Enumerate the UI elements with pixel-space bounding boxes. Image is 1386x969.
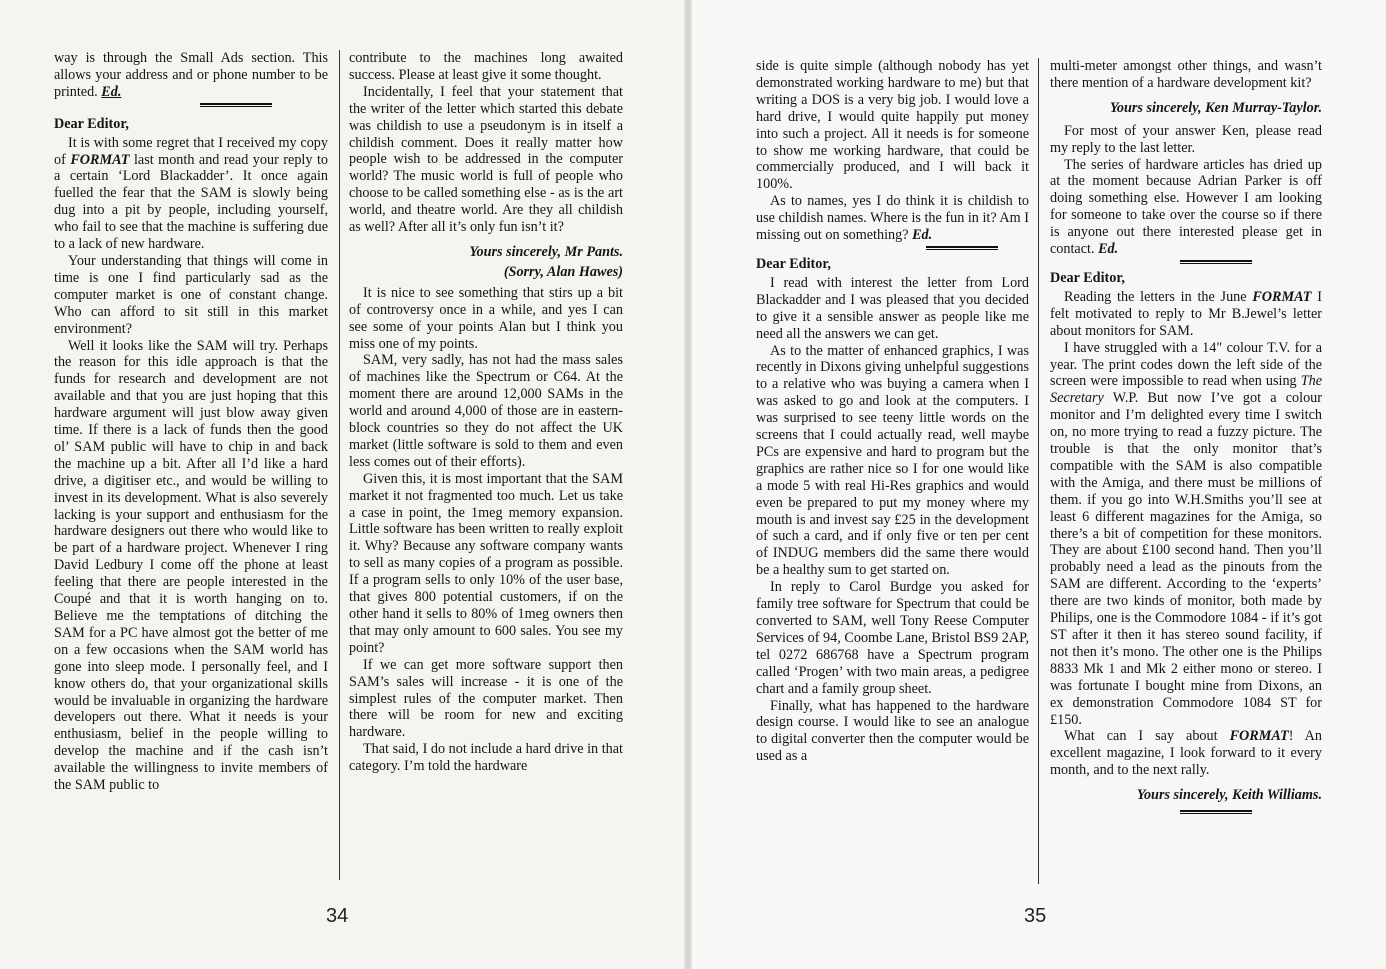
paragraph: contribute to the machines long awaited success. Please at least give it some thought.: [349, 50, 623, 83]
salutation: Dear Editor,: [1050, 269, 1125, 286]
right-page-column-2: [1050, 58, 1322, 820]
letter-signature: Yours sincerely, Ken Murray-Taylor.: [1109, 99, 1322, 116]
magazine-name: FORMAT: [70, 151, 130, 168]
paragraph: If we can get more software support then SAM’s sales will increase - it is one of the simplest rules of the computer market. Then there will be room for new and exciting hardware.: [349, 656, 623, 741]
right-page: [692, 0, 1386, 969]
section-rule: [926, 246, 998, 250]
paragraph: What can I say about FORMAT! An excellent magazine, I look forward to it every month, and to the next rally.: [1050, 728, 1322, 779]
paragraph: Reading the letters in the June FORMAT I felt motivated to reply to Mr B.Jewel’s letter about monitors for SAM.: [1050, 288, 1322, 339]
paragraph: It is with some regret that I received my copy of FORMAT last month and read your reply to a certain ‘Lord Blackadder’. It once again fuelled the fear that the SAM is slowly being dug into a pit by people, including yourself, who fail to see that the machine is suffering due to a lack of new hardware.: [54, 134, 328, 253]
paragraph: way is through the Small Ads section. This allows your address and or phone number to be printed. Ed.: [54, 50, 328, 100]
section-rule: [200, 103, 272, 107]
paragraph: Well it looks like the SAM will try. Perhaps the reason for this idle approach is that the funds for research and development are not available and that you are just hoping that this hardware argument will just blow away given time. If there is a lack of funds then the good ol’ SAM public will have to chip in and back the machine up a bit. After all I’d like a hard drive, a digitiser etc., and would be willing to invest in its development. What is also severely lacking is your support and enthusiasm for the hardware designers out there who would like to be part of a hardware project. Whenever I ring David Ledbury I come off the phone at least feeling that there are people interested in the Coupé and that it is worth hanging on to. Believe me the temptations of ditching the SAM for a PC have almost got the better of me on a few occasions when the SAM world has gone into sleep mode. I personally feel, and I know others do, that your organizational skills would be invaluable in organizing the hardware developers out there. What it needs is your enthusiasm, belief in the people willing to develop the machine and if the cash isn’t available the willingness to invite members of the SAM public to: [54, 337, 328, 794]
paragraph: As to names, yes I do think it is childish to use childish names. Where is the fun in it? Am I missing out on something? Ed.: [756, 193, 1029, 244]
letter-signature-note: (Sorry, Alan Hawes): [503, 263, 623, 280]
paragraph: Your understanding that things will come in time is one I find particularly sad as the computer market is one of constant change. Who can afford to sit still in this market environment?: [54, 252, 328, 337]
paragraph: In reply to Carol Burdge you asked for family tree software for Spectrum that could be converted to SAM, well Tony Reese Computer Services of 94, Coombe Lane, Bristol BS9 2AP, tel 0272 686768 have a Spectrum program called ‘Progen’ with two main areas, a pedigree chart and a family group sheet.: [756, 579, 1029, 697]
letter-signature: Yours sincerely, Mr Pants.: [469, 243, 623, 260]
paragraph: That said, I do not include a hard drive in that category. I’m told the hardware: [349, 741, 623, 775]
page-number: 35: [1024, 905, 1047, 927]
column-divider: [339, 50, 340, 880]
paragraph: The series of hardware articles has dried up at the moment because Adrian Parker is off doing something else. However I am looking for someone to take over the course so if there is anyone out there interested please get in contact. Ed.: [1050, 156, 1322, 258]
software-title: The Secretary: [1050, 373, 1322, 407]
magazine-name: FORMAT: [1229, 728, 1289, 745]
editor-signature: Ed.: [101, 83, 122, 100]
salutation: Dear Editor,: [756, 255, 831, 272]
book-gutter: [684, 0, 692, 969]
paragraph: SAM, very sadly, has not had the mass sales of machines like the Spectrum or C64. At the moment there are around 12,000 SAMs in the world and around 4,000 of those are in eastern-block countries so they do not affect the UK market (little software is sold to them and even less comes out of their efforts).: [349, 352, 623, 470]
paragraph: side is quite simple (although nobody has yet demonstrated working hardware to me) but that writing a DOS is a very big job. I would love a hard drive, I would quite happily put money into such a project. All it needs is for someone to show me working hardware, that could be commercially produced, and I will back it 100%.: [756, 58, 1029, 193]
editor-signature: Ed.: [912, 227, 933, 244]
magazine-name: FORMAT: [1252, 288, 1312, 305]
page-number: 34: [326, 905, 349, 927]
letter-signature: Yours sincerely, Keith Williams.: [1136, 787, 1322, 804]
left-page: [0, 0, 684, 969]
section-rule: [1180, 810, 1252, 814]
paragraph: It is nice to see something that stirs up a bit of controversy once in a while, and yes I can see some of your points Alan but I think you miss one of my points.: [349, 284, 623, 352]
left-page-column-2: [349, 50, 623, 775]
paragraph: Given this, it is most important that the SAM market it not fragmented too much. Let us take a case in point, the 1meg memory expansion. Little software has been written to really exploit it. Why? Because any software company wants to sell as many copies of a program as possible. If a program sells to only 10% of the user base, that gives 800 potential customers, if on the other hand it sells to 80% of 1meg owners then that may only amount to 600 sales. You see my point?: [349, 470, 623, 656]
paragraph: I have struggled with a 14" colour T.V. for a year. The print codes down the left side of the screen were impossible to read when using The Secretary W.P. But now I’ve got a colour monitor and I’m delighted every time I switch on, no more trying to read a fuzzy picture. The trouble is that the only monitor that’s compatible with the SAM is also compatible with the Amiga, and there must be millions of them. if you go into W.H.Smiths you’ll see at least 6 different magazines for the Amiga, so there’s a bit of competition for these monitors. They are about £100 second hand. Then you’ll probably need a lead as the pinouts from the SAM are different. According to the ‘experts’ there are two kinds of monitor, both made by Philips, one is the Commodore 1084 - if it’s got ST after it then it has stereo sound facility, if not then it’s mono. The other one is the Philips 8833 Mk 1 and Mk 2 either mono or stereo. I was fortunate I bought mine from Dixons, an ex demonstration Commodore 1084 ST for £150.: [1050, 339, 1322, 728]
paragraph: Finally, what has happened to the hardware design course. I would like to see an analogue to digital converter then the computer would be used as a: [756, 697, 1029, 765]
left-page-column-1: [54, 50, 328, 794]
salutation: Dear Editor,: [54, 115, 129, 132]
paragraph: multi-meter amongst other things, and wasn’t there mention of a hardware development kit?: [1050, 58, 1322, 91]
paragraph: For most of your answer Ken, please read my reply to the last letter.: [1050, 122, 1322, 156]
paragraph: As to the matter of enhanced graphics, I was recently in Dixons giving unhelpful suggestions to a relative who was buying a camera when I was asked to go and look at the computers. I was surprised to see teeny little words on the screens that I could actually read, well maybe PCs are expensive and hard to program but the graphics are rather nice so I for one would like a mode 5 with real Hi-Res graphics and would even be prepared to put my money where my mouth is and invest say £25 in the development of such a card, and if only five or ten per cent of INDUG members did the same there would be a healthy sum to get started on.: [756, 342, 1029, 579]
editor-signature: Ed.: [1098, 241, 1119, 258]
section-rule: [1180, 260, 1252, 264]
right-page-column-1: [756, 58, 1029, 765]
paragraph: Incidentally, I feel that your statement that the writer of the letter which started this debate was childish to use a pseudonym is in itself a childish comment. Does it really matter how people wish to be addressed in the computer world? The music world is full of people who choose to be called something else - as is the art world, and theatre world. Are they all childish as well? After all it’s only fun isn’t it?: [349, 83, 623, 236]
column-divider: [1038, 58, 1039, 884]
paragraph: I read with interest the letter from Lord Blackadder and I was pleased that you decided to give it a sensible answer as people like me need all the answers we can get.: [756, 274, 1029, 342]
